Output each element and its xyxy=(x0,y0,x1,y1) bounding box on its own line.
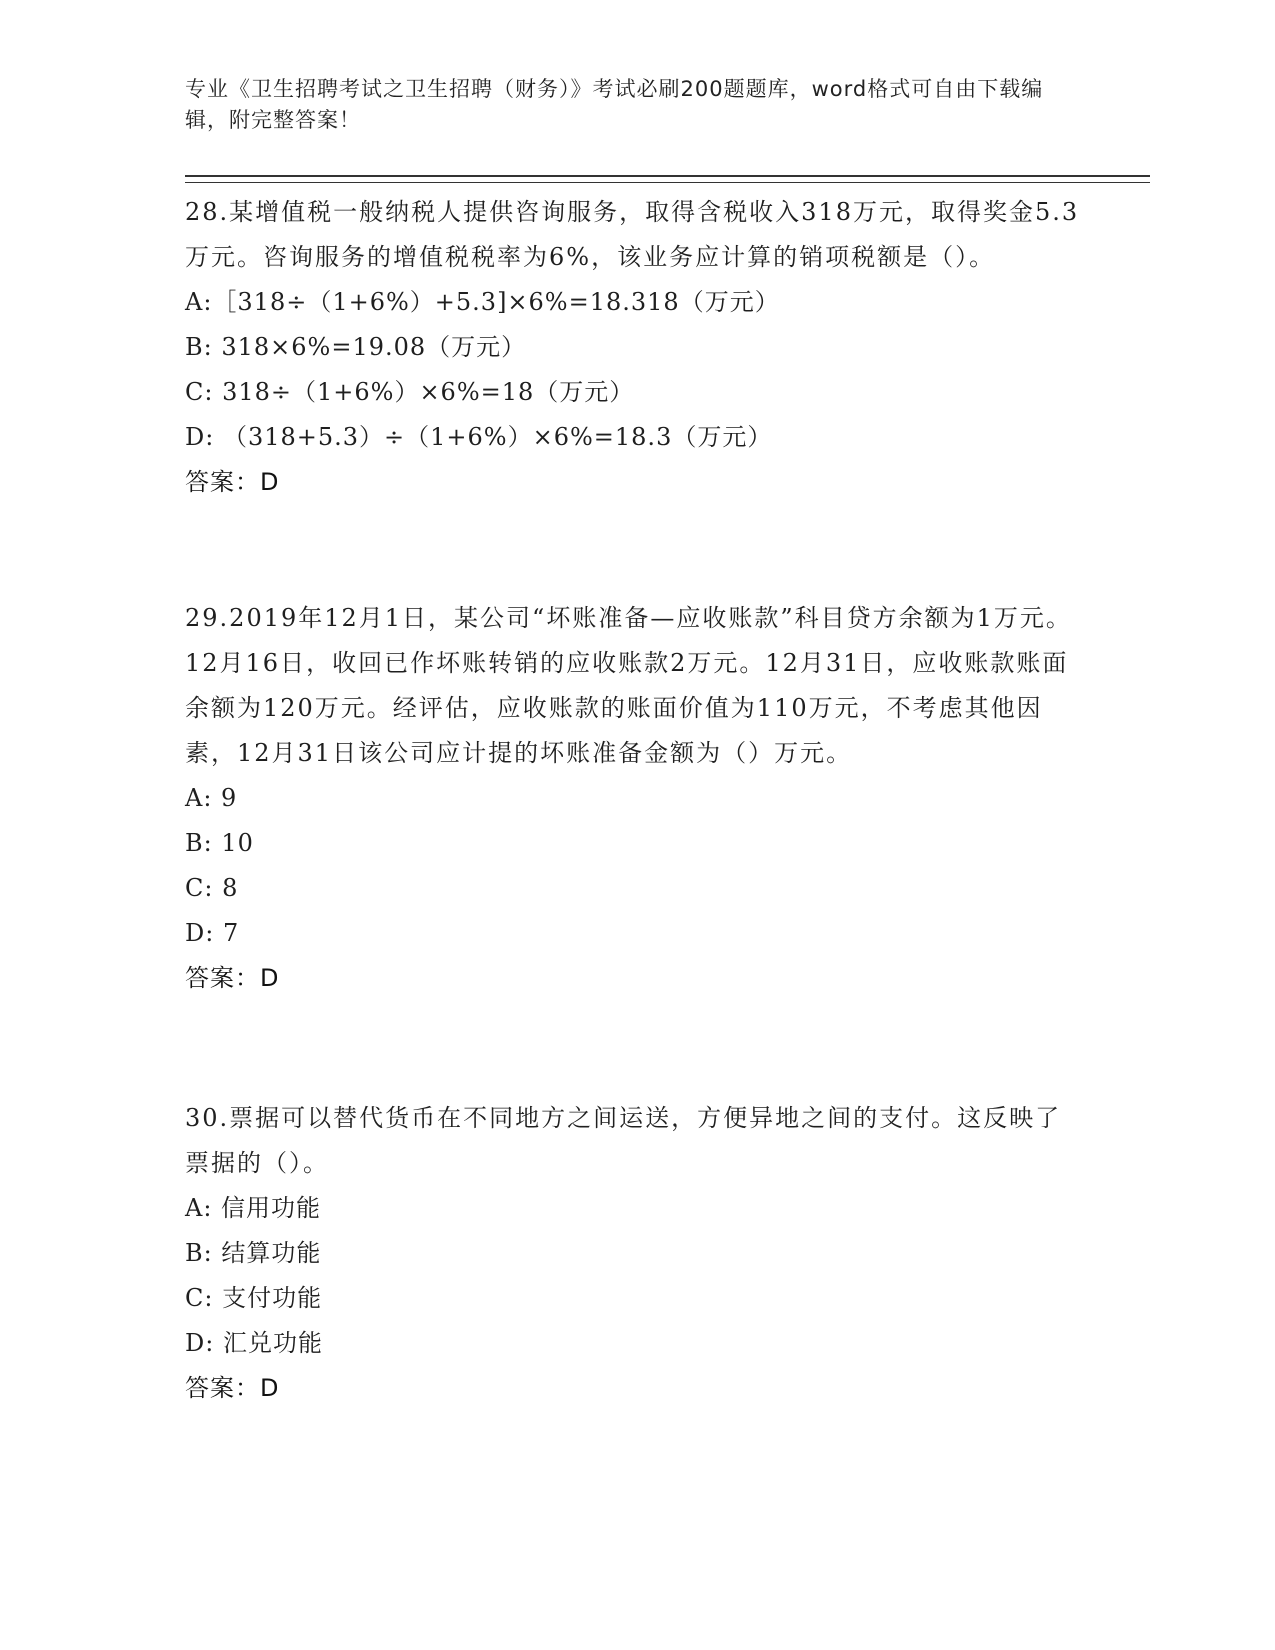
question-30 xyxy=(185,1096,1085,1411)
option-a: A: 9 xyxy=(185,784,238,812)
option-d: D: 7 xyxy=(185,919,240,947)
option-b: B: 318×6%=19.08（万元） xyxy=(185,333,527,361)
option-b: B: 10 xyxy=(185,829,254,857)
answer: 答案：D xyxy=(185,468,280,496)
header-divider-thin xyxy=(185,182,1150,183)
answer: 答案：D xyxy=(185,964,280,992)
question-stem: 28.某增值税一般纳税人提供咨询服务，取得含税收入318万元，取得奖金5.3万元。咨询服务的增值税税率为6%，该业务应计算的销项税额是（）。 xyxy=(185,198,1080,271)
question-28 xyxy=(185,190,1085,505)
option-d: D: （318+5.3）÷（1+6%）×6%=18.3（万元） xyxy=(185,423,773,451)
option-a: A:［318÷（1+6%）+5.3]×6%=18.318（万元） xyxy=(185,288,780,316)
option-d: D: 汇兑功能 xyxy=(185,1329,323,1357)
option-b: B: 结算功能 xyxy=(185,1239,322,1267)
question-stem: 29.2019年12月1日，某公司“坏账准备—应收账款”科目贷方余额为1万元。12月16日，收回已作坏账转销的应收账款2万元。12月31日，应收账款账面余额为120万元。经评估，应收账款的账面价值为110万元，不考虑其他因素，12月31日该公司应计提的坏账准备金额为（）万元。 xyxy=(185,604,1072,767)
question-29 xyxy=(185,596,1085,1001)
document-header: 专业《卫生招聘考试之卫生招聘（财务）》考试必刷200题题库，word格式可自由下载编辑，附完整答案！ xyxy=(185,77,1044,132)
option-c: C: 支付功能 xyxy=(185,1284,323,1312)
header-divider-thick xyxy=(185,175,1150,177)
option-c: C: 318÷（1+6%）×6%=18（万元） xyxy=(185,378,635,406)
question-stem: 30.票据可以替代货币在不同地方之间运送，方便异地之间的支付。这反映了票据的（）。 xyxy=(185,1104,1062,1177)
option-a: A: 信用功能 xyxy=(185,1194,322,1222)
option-c: C: 8 xyxy=(185,874,239,902)
answer: 答案：D xyxy=(185,1374,280,1402)
